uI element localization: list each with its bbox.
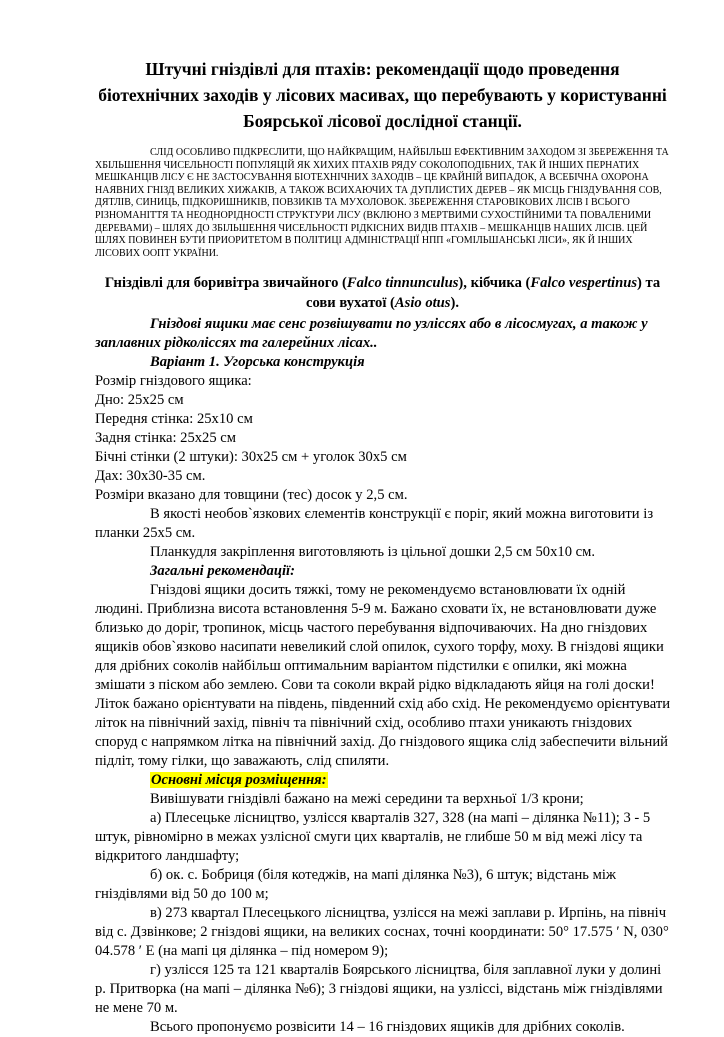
- placement-heading-line: [95, 771, 670, 790]
- latin-name-falco-vespertinus: Falco vespertinus: [530, 275, 638, 292]
- species-heading-text-1: Гніздівлі для боривітра звичайного (: [104, 275, 347, 292]
- placement-item-b: б) ок. с. Бобриця (біля котеджів, на мапі ділянка №3), 6 штук; відстань між гніздівлями від 50 до 100 м;: [95, 867, 616, 903]
- general-recommendations-paragraph: Гніздові ящики досить тяжкі, тому не рекомендуємо встановлювати їх одній людині. Приблизна висота встановлення 5-9 м. Бажано сховати їх, не встановлювати дуже близько до доріг, тропинок, місць частого перебування відпочиваючих. На дно гніздових ящиків обов`язково насипати невеликий слой опилок, сухого торфу, моху. В гніздові ящики для дрібних соколів найбільш оптимальним варіантом підстилки є опилки, які можна змішати з піском або землею. Сови та соколи вкрай рідко відкладають яйця на голі доски! Літок бажано орієнтувати на південь, південний схід або схід. Не рекомендуємо орієнтувати літок на північний захід, північ та північний схід, особливо птахи уникають гніздових споруд с напрямком літка на північний захід. До гніздового ящика слід забеспечити вільний підліт, тому гілки, що заважають, слід спиляти.: [95, 582, 671, 770]
- threshold-note-paragraph: В якості необов`язкових єлементів конструкції є поріг, який можна виготовити із планки 25х5 см.: [95, 506, 654, 542]
- placement-item-g: г) узлісся 125 та 121 кварталів Боярського лісництва, біля заплавної луки у долині р. Притворка (на мапі – ділянка №6); 3 гніздові ящики, на узліссі, відстань між гніздівлями не мене 70 м.: [95, 962, 663, 1017]
- plank-note-paragraph: Планкудля закріплення виготовляють із цільної дошки 2,5 см 50х10 см.: [150, 544, 596, 561]
- dimension-line-back-wall: Задня стінка: 25х25 см: [95, 430, 236, 447]
- dimension-line-front-wall: Передня стінка: 25х10 см: [95, 411, 253, 428]
- preamble-paragraph: СЛІД ОСОБЛИВО ПІДКРЕСЛИТИ, ЩО НАЙКРАЩИМ, НАЙБІЛЬШ ЕФЕКТИВНИМ ЗАХОДОМ ЗІ ЗБЕРЕЖЕННЯ ТА ХБІЛЬШЕННЯ ЧИСЕЛЬНОСТІ ПОПУЛЯЦІЙ ЯК ХИХИХ ПТАХІВ РЯДУ СОКОЛОПОДІБНИХ, ТАК Й ІНШИХ ПЕРНАТИХ МЕШКАНЦІВ ЛІСУ Є НЕ ЗАСТОСУВАННЯ БІОТЕХНІЧНИХ ЗАХОДІВ – ЦЕ КРАЙНІЙ ВИПАДОК, А ВСЕБІЧНА ОХОРОНА НАЯВНИХ ГНІЗД ВЕЛИКИХ ХИЖАКІВ, А ТАКОЖ ВСИХАЮЧИХ ТА ДУПЛИСТИХ ДЕРЕВ – ЯК МІСЦЬ ГНІЗДУВАННЯ СОВ, ДЯТЛІВ, СИНИЦЬ, ПІДКОРИШНИКІВ, ПОВЗИКІВ ТА МУХОЛОВОК. ЗБЕРЕЖЕННЯ СТАРОВІКОВИХ ЛІСІВ І ВСЬОГО РІЗНОМАНІТТЯ ТА НЕОДНОРІДНОСТІ СТРУКТУРИ ЛІСУ (ВКЛЮНО З МЕРТВИМИ СУХОСТІЙНИМИ ТА ПОВАЛЕНИМИ ДЕРЕВАМИ) – ШЛЯХ ДО ЗБІЛЬШЕННЯ ЧИСЕЛЬНОСТІ РІДКІСНИХ ВИДІВ ПТАХІВ – МЕШКАНЦІВ НАШИХ ЛІСІВ. ЦЕЙ ШЛЯХ ПОВИНЕН БУТИ ПРИОРИТЕТОМ В ПОЛІТИЦІ АДМІНІСТРАЦІЇ НПП «ГОМІЛЬШАНСЬКІ ЛІСИ», ЯК Й ІНШИХ ЛІСОВИХ ООПТ УКРАЇНИ.: [95, 147, 669, 259]
- dimension-line-side-walls: Бічні стінки (2 штуки): 30х25 см + уголок 30х5 см: [95, 449, 407, 466]
- species-heading-text-4: ).: [450, 295, 459, 312]
- species-heading-text-2: ), кібчика (: [458, 275, 531, 292]
- placement-heading-highlight: Основні місця розміщення:: [151, 772, 327, 789]
- placement-item-v: в) 273 квартал Плесецького лісництва, узлісся на межі заплави р. Ирпінь, на північ від с. Дзвінкове; 2 гніздові ящики, на великих соснах, точні координати: 50° 17.575 ′ N, 030° 04.578 ′ Е (на мапі ця ділянка – під номером 9);: [95, 905, 669, 960]
- dimension-line-bottom: Дно: 25х25 см: [95, 392, 184, 409]
- total-summary-line: Всього пропонуємо розвісити 14 – 16 гніздових ящиків для дрібних соколів.: [150, 1019, 625, 1036]
- dimensions-label: Розмір гніздового ящика:: [95, 373, 252, 390]
- dimension-line-roof: Дах: 30х30-35 см.: [95, 468, 206, 485]
- variant-heading: Варіант 1. Угорська конструкція: [150, 354, 365, 371]
- latin-name-asio-otus: Asio otus: [394, 295, 451, 312]
- general-recommendations-heading: Загальні рекомендації:: [150, 563, 295, 580]
- placement-intro-paragraph: Вивішувати гніздівлі бажано на межі середини та верхньої 1/3 крони;: [150, 791, 584, 808]
- dimension-note-thickness: Розміри вказано для товщини (тес) досок у 2,5 см.: [95, 487, 408, 504]
- species-heading-text-3: ) та сови вухатої (: [306, 275, 661, 312]
- latin-name-falco-tinnunculus: Falco tinnunculus: [346, 275, 459, 292]
- document-title: Штучні гніздівлі для птахів: рекомендації щодо проведення біотехнічних заходів у лісових масивах, що перебувають у користуванні Боярської лісової дослідної станції.: [98, 59, 667, 131]
- placement-item-a: а) Плесецьке лісництво, узлісся кварталів 327, 328 (на мапі – ділянка №11); 3 - 5 штук, рівномірно в межах узлісної смуги цих кварталів, не глибше 50 м від межі лісу та відкритого ландшафту;: [95, 810, 651, 865]
- intro-paragraph: Гніздові ящики має сенс розвішувати по узліссях або в лісосмугах, а також у заплавних рідколіссях та галерейних лісах..: [95, 316, 648, 352]
- species-heading: [95, 273, 670, 313]
